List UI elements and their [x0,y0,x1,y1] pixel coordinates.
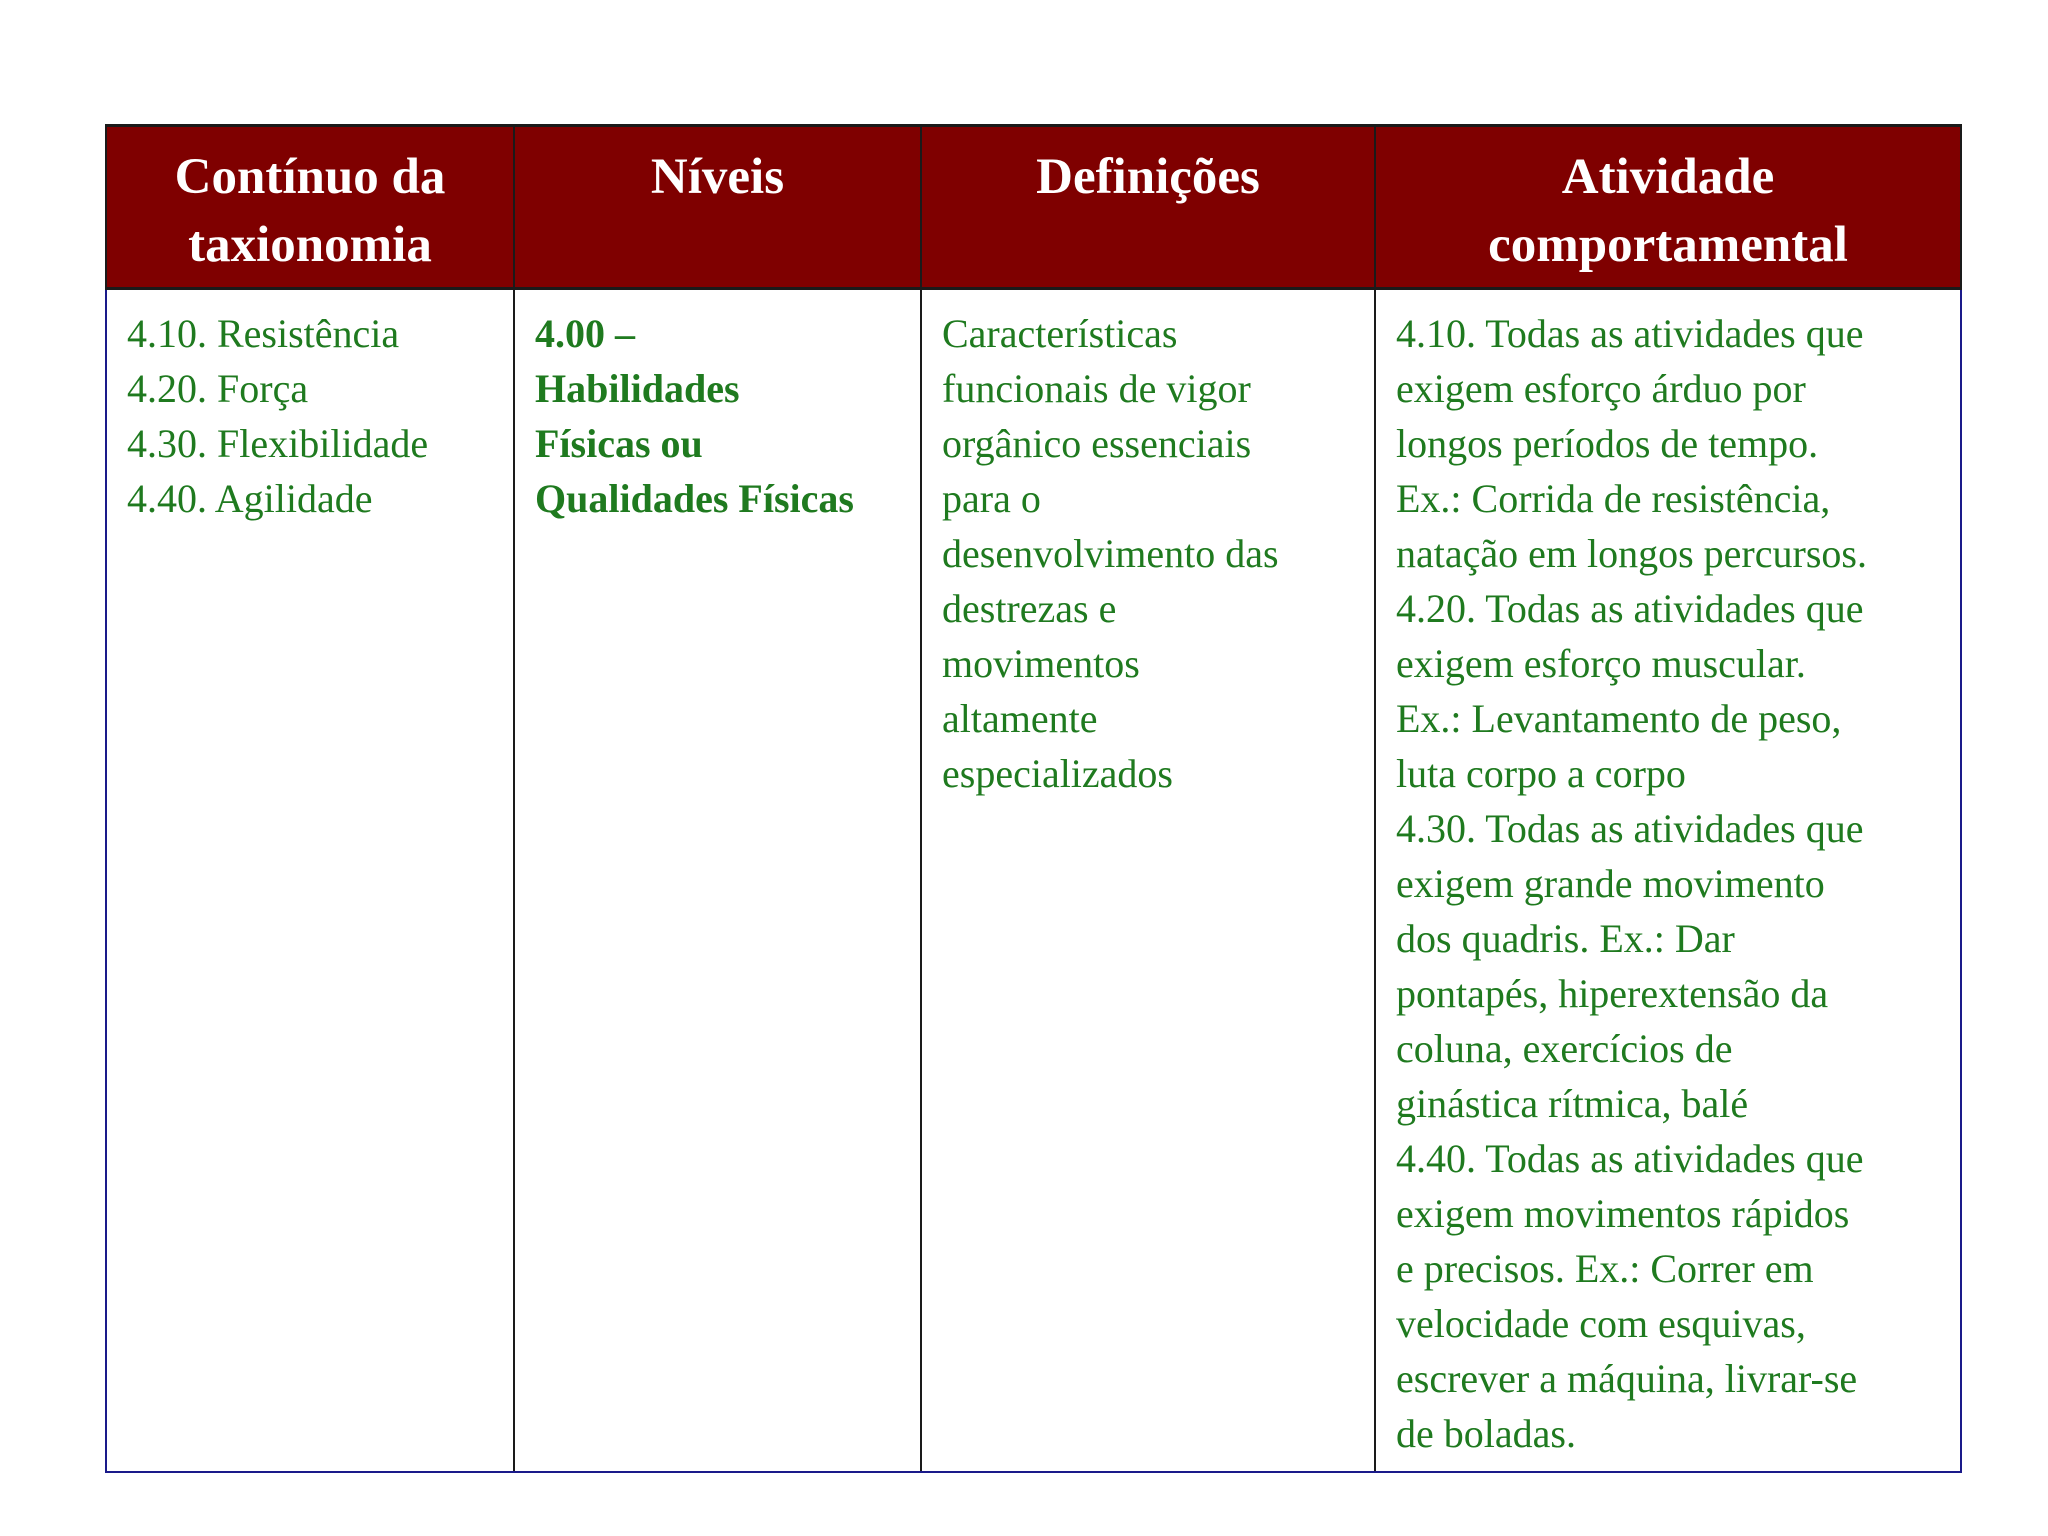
definition-line: orgânico essenciais [942,421,1252,466]
level-line: 4.00 – [535,311,635,356]
activity-line: pontapés, hiperextensão da [1396,971,1829,1016]
header-continuum: Contínuo da taxionomia [106,126,514,289]
definition-line: funcionais de vigor [942,366,1251,411]
definition-line: movimentos [942,641,1140,686]
continuum-item: 4.10. Resistência [127,311,400,356]
activity-line: 4.40. Todas as atividades que [1396,1136,1864,1181]
activity-line: exigem grande movimento [1396,861,1825,906]
table-row [106,289,1961,1473]
continuum-item: 4.30. Flexibilidade [127,421,429,466]
definition-line: altamente [942,696,1098,741]
header-behavioral-activity: Atividade comportamental [1375,126,1961,289]
continuum-item: 4.40. Agilidade [127,476,373,521]
header-definitions: Definições [921,126,1375,289]
continuum-item: 4.20. Força [127,366,309,411]
activity-line: e precisos. Ex.: Correr em [1396,1246,1814,1291]
activity-line: velocidade com esquivas, [1396,1301,1806,1346]
definition-line: para o [942,476,1041,521]
activity-line: longos períodos de tempo. [1396,421,1819,466]
taxonomy-table [105,124,1962,1473]
activity-line: 4.10. Todas as atividades que [1396,311,1864,356]
activity-line: 4.20. Todas as atividades que [1396,586,1864,631]
activity-line: coluna, exercícios de [1396,1026,1733,1071]
header-levels: Níveis [514,126,921,289]
activity-line: de boladas. [1396,1411,1576,1456]
definition-line: destrezas e [942,586,1117,631]
activity-line: escrever a máquina, livrar-se [1396,1356,1858,1401]
cell-behavioral-activity [1375,289,1961,1473]
definition-line: desenvolvimento das [942,531,1279,576]
cell-definition [921,289,1375,1473]
activity-line: ginástica rítmica, balé [1396,1081,1749,1126]
level-line: Físicas ou [535,421,703,466]
activity-line: exigem esforço árduo por [1396,366,1806,411]
definition-line: especializados [942,751,1173,796]
activity-line: exigem movimentos rápidos [1396,1191,1850,1236]
cell-level [514,289,921,1473]
activity-line: luta corpo a corpo [1396,751,1686,796]
activity-line: 4.30. Todas as atividades que [1396,806,1864,851]
level-line: Habilidades [535,366,740,411]
activity-line: natação em longos percursos. [1396,531,1867,576]
level-line: Qualidades Físicas [535,476,854,521]
activity-line: Ex.: Levantamento de peso, [1396,696,1842,741]
header-row [106,126,1961,289]
activity-line: Ex.: Corrida de resistência, [1396,476,1831,521]
activity-line: dos quadris. Ex.: Dar [1396,916,1735,961]
activity-line: exigem esforço muscular. [1396,641,1806,686]
cell-continuum [106,289,514,1473]
definition-line: Características [942,311,1178,356]
